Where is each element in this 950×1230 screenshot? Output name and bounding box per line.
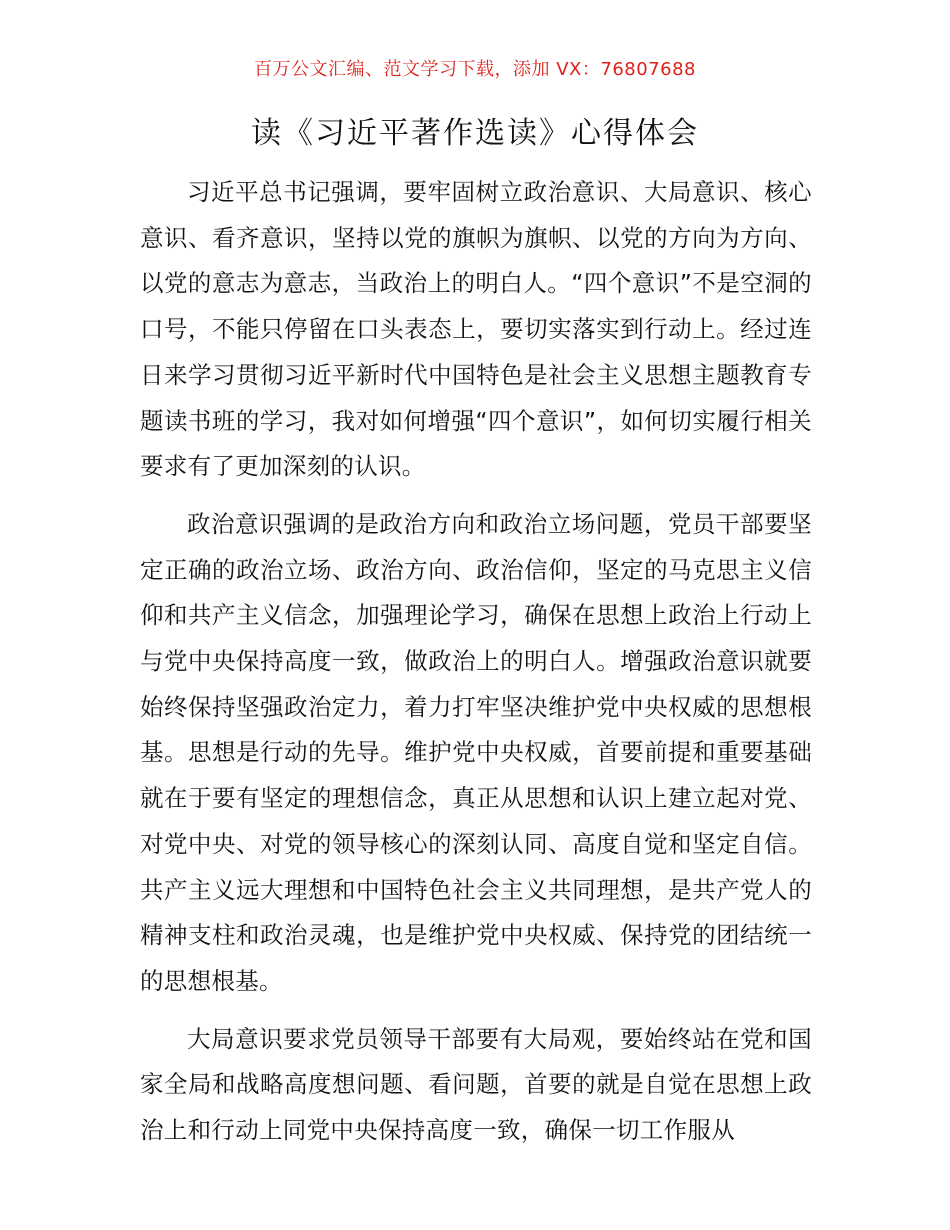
paragraph-2: 政治意识强调的是政治方向和政治立场问题，党员干部要坚定正确的政治立场、政治方向、政治信仰，坚定的马克思主义信仰和共产主义信念，加强理论学习，确保在思想上政治上行动上与党中央保持高度一致，做政治上的明白人。增强政治意识就要始终保持坚强政治定力，着力打牢坚决维护党中央权威的思想根基。思想是行动的先导。维护党中央权威，首要前提和重要基础就在于要有坚定的理想信念，真正从思想和认识上建立起对党、对党中央、对党的领导核心的深刻认同、高度自觉和坚定自信。共产主义远大理想和中国特色社会主义共同理想，是共产党人的精神支柱和政治灵魂，也是维护党中央权威、保持党的团结统一的思想根基。 [140,509,812,995]
paragraph-3: 大局意识要求党员领导干部要有大局观，要始终站在党和国家全局和战略高度想问题、看问题，首要的就是自觉在思想上政治上和行动上同党中央保持高度一致，确保一切工作服从 [140,1024,812,1145]
document-body [140,170,812,1166]
document-title: 读《习近平著作选读》心得体会 [251,116,699,151]
header-banner: 百万公文汇编、范文学习下载，添加 VX：76807688 [254,59,696,80]
paragraph-1: 习近平总书记强调，要牢固树立政治意识、大局意识、核心意识、看齐意识，坚持以党的旗帜为旗帜、以党的方向为方向、以党的意志为意志，当政治上的明白人。“四个意识”不是空洞的口号，不能只停留在口头表态上，要切实落实到行动上。经过连日来学习贯彻习近平新时代中国特色是社会主义思想主题教育专题读书班的学习，我对如何增强“四个意识”，如何切实履行相关要求有了更加深刻的认识。 [140,178,812,481]
